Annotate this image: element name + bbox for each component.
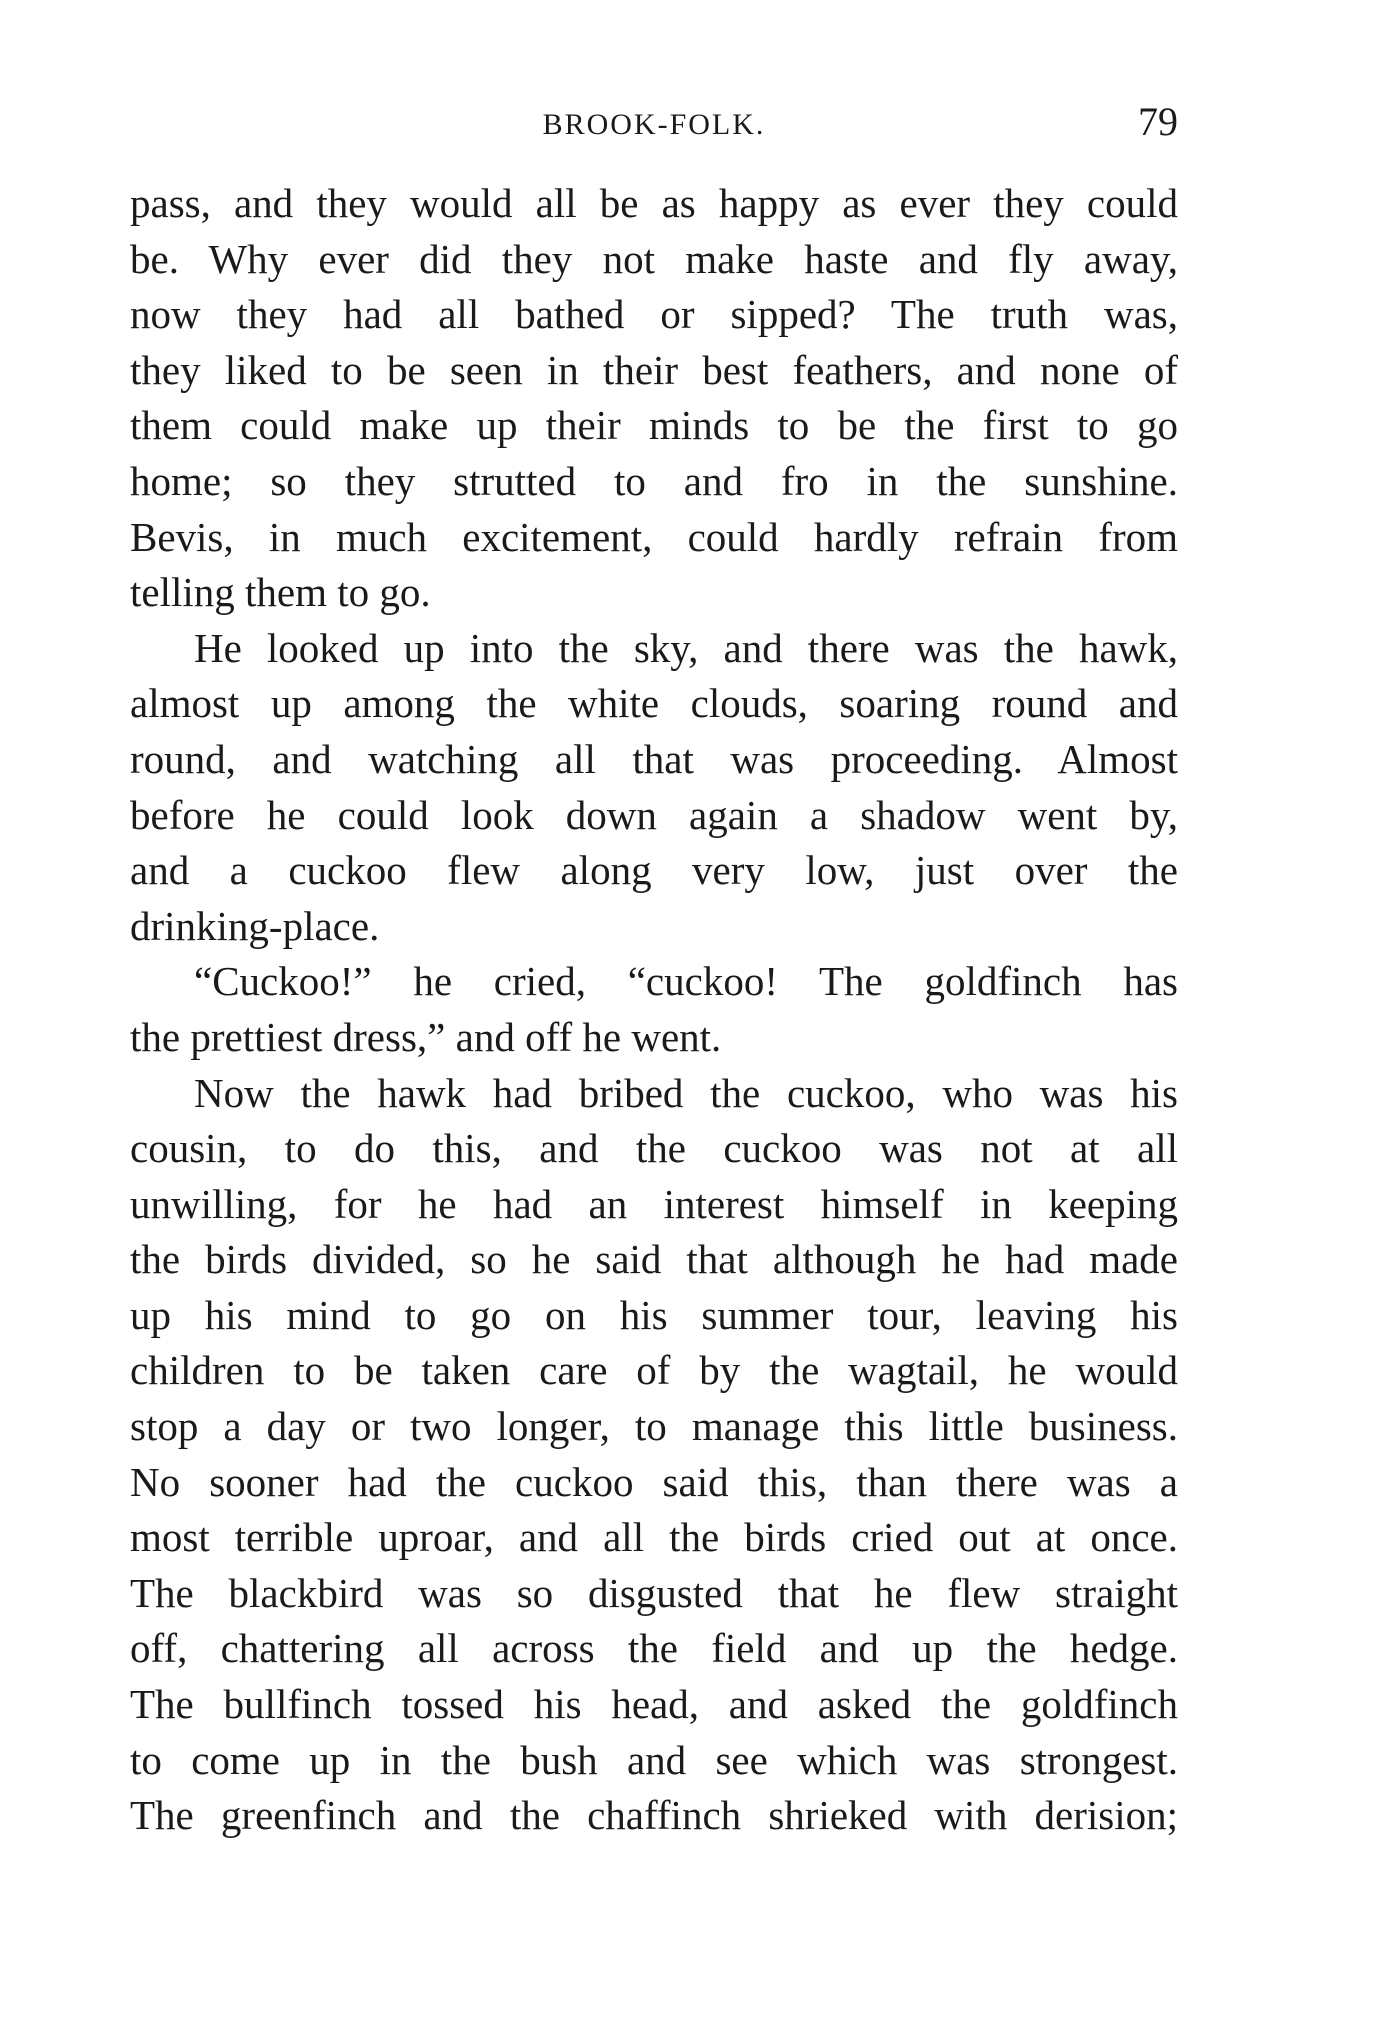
- text-line: The bullfinch tossed his head, and asked the goldfinch: [130, 1681, 1178, 1728]
- running-head: [130, 98, 1178, 148]
- text-line: No sooner had the cuckoo said this, than there was a: [130, 1458, 1178, 1505]
- text-line: them could make up their minds to be the first to go: [130, 402, 1178, 449]
- text-line: to come up in the bush and see which was strongest.: [130, 1736, 1178, 1783]
- text-line: Bevis, in much excitement, could hardly refrain from: [130, 513, 1178, 560]
- text-line: The blackbird was so disgusted that he flew straight: [130, 1569, 1178, 1616]
- text-line: they liked to be seen in their best feathers, and none of: [130, 346, 1178, 393]
- text-line: now they had all bathed or sipped? The truth was,: [130, 291, 1178, 338]
- text-line: telling them to go.: [130, 569, 431, 616]
- text-line: up his mind to go on his summer tour, leaving his: [130, 1291, 1178, 1338]
- text-line: cousin, to do this, and the cuckoo was not at all: [130, 1125, 1178, 1172]
- text-line: stop a day or two longer, to manage this little business.: [130, 1403, 1178, 1450]
- text-line: the prettiest dress,” and off he went.: [130, 1013, 722, 1060]
- text-line: the birds divided, so he said that although he had made: [130, 1236, 1178, 1283]
- text-line: almost up among the white clouds, soaring round and: [130, 680, 1178, 727]
- text-line: most terrible uproar, and all the birds cried out at once.: [130, 1514, 1178, 1561]
- text-line: He looked up into the sky, and there was the hawk,: [194, 624, 1178, 671]
- text-line: The greenfinch and the chaffinch shrieked with derision;: [130, 1792, 1178, 1839]
- text-line: round, and watching all that was proceeding. Almost: [130, 735, 1178, 782]
- body-text: [130, 176, 1178, 1844]
- text-line: home; so they strutted to and fro in the sunshine.: [130, 457, 1178, 504]
- text-line: off, chattering all across the field and up the hedge.: [130, 1625, 1178, 1672]
- text-line: pass, and they would all be as happy as ever they could: [130, 180, 1178, 226]
- running-title: BROOK-FOLK.: [542, 108, 766, 141]
- text-line: Now the hawk had bribed the cuckoo, who was his: [194, 1069, 1178, 1116]
- text-line: be. Why ever did they not make haste and fly away,: [130, 235, 1178, 282]
- text-line: before he could look down again a shadow went by,: [130, 791, 1178, 838]
- text-line: drinking-place.: [130, 902, 380, 949]
- page-number: 79: [1138, 99, 1178, 144]
- text-line: “Cuckoo!” he cried, “cuckoo! The goldfinch has: [194, 958, 1178, 1005]
- text-line: children to be taken care of by the wagtail, he would: [130, 1347, 1178, 1394]
- text-line: and a cuckoo flew along very low, just over the: [130, 847, 1178, 894]
- text-line: unwilling, for he had an interest himself in keeping: [130, 1180, 1178, 1227]
